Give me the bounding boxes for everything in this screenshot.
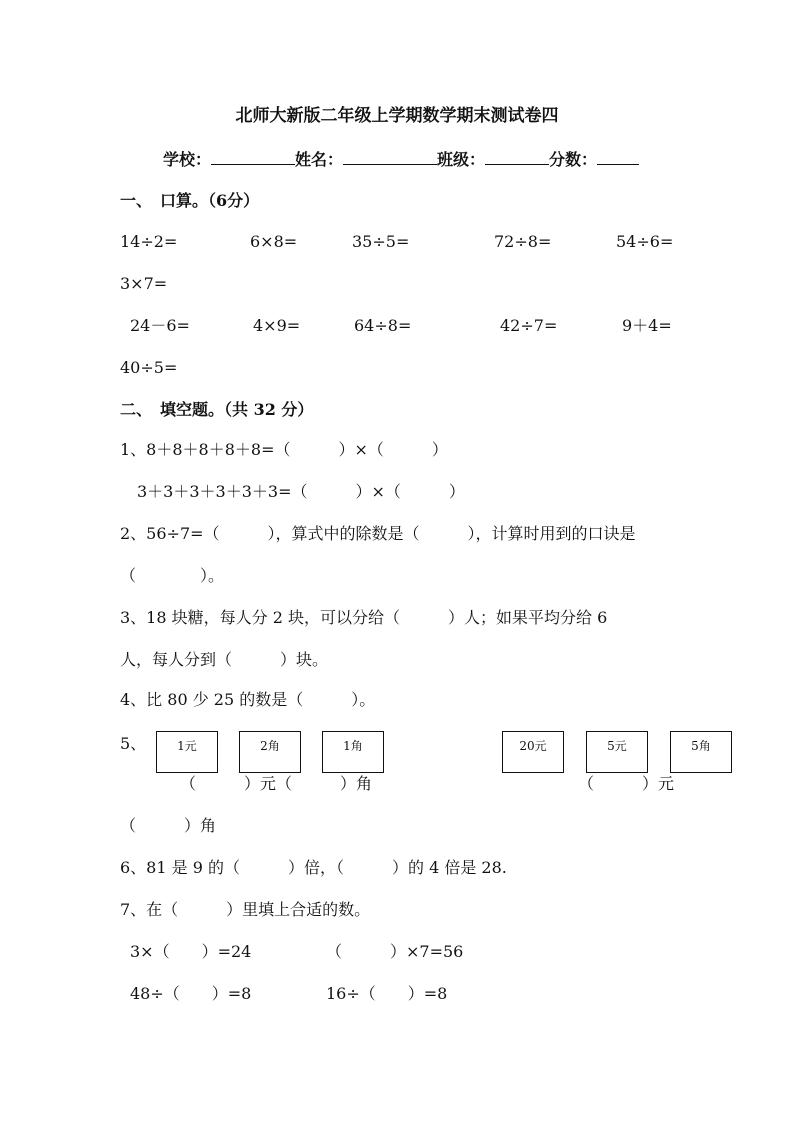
- school-label: 学校：: [163, 150, 212, 169]
- class-label: 班级：: [437, 150, 486, 169]
- calc-item: 24－6=: [130, 316, 190, 335]
- calc-item: 40÷5=: [120, 358, 178, 377]
- question-4: 4、比 80 少 25 的数是（ ）。: [120, 690, 376, 709]
- question-3-line2: 人，每人分到（ ）块。: [120, 650, 329, 669]
- money-box-5-jiao: [670, 731, 732, 773]
- money-box-1-yuan: [156, 731, 218, 773]
- question-7: 7、在（ ）里填上合适的数。: [120, 900, 371, 919]
- question-7-item: （ ）×7=56: [326, 942, 464, 961]
- question-7-item: 16÷（ ）=8: [326, 984, 448, 1003]
- score-label: 分数：: [549, 150, 598, 169]
- question-7-item: 48÷（ ）=8: [130, 984, 252, 1003]
- question-5-answer-right: （ ）元: [578, 774, 675, 793]
- class-blank: [485, 148, 549, 165]
- info-line: [163, 148, 639, 170]
- money-box-label: 2角: [260, 739, 280, 753]
- question-6: 6、81 是 9 的（ ）倍，（ ）的 4 倍是 28.: [120, 858, 507, 877]
- question-3-line1: 3、18 块糖，每人分 2 块，可以分给（ ）人；如果平均分给 6: [120, 608, 608, 627]
- score-blank: [597, 148, 639, 165]
- calc-item: 72÷8=: [494, 232, 552, 251]
- question-7-item: 3×（ ）=24: [130, 942, 252, 961]
- money-box-label: 1元: [177, 739, 197, 753]
- money-box-label: 5角: [691, 739, 711, 753]
- money-box-20-yuan: [502, 731, 564, 773]
- calc-item: 14÷2=: [120, 232, 178, 251]
- name-label: 姓名：: [295, 150, 344, 169]
- calc-item: 6×8=: [250, 232, 298, 251]
- calc-item: 4×9=: [253, 316, 301, 335]
- page-title: 北师大新版二年级上学期数学期末测试卷四: [235, 106, 559, 126]
- money-box-label: 1角: [343, 739, 363, 753]
- calc-item: 64÷8=: [354, 316, 412, 335]
- calc-item: 9＋4=: [622, 316, 672, 335]
- question-5-label: 5、: [120, 734, 147, 753]
- question-5-answer-wrap: （ ）角: [120, 816, 217, 835]
- question-1-line2: 3＋3＋3＋3＋3＋3=（ ）×（ ）: [137, 482, 465, 501]
- calc-item: 54÷6=: [616, 232, 674, 251]
- question-1-line1: 1、8＋8＋8＋8＋8=（ ）×（ ）: [120, 440, 448, 459]
- question-2-line1: 2、56÷7=（ ），算式中的除数是（ ），计算时用到的口诀是: [120, 524, 636, 543]
- money-box-2-jiao: [239, 731, 301, 773]
- question-2-line2: （ ）。: [120, 566, 225, 585]
- section1-heading: 一、 口算。（6分）: [120, 191, 260, 210]
- money-box-1-jiao: [322, 731, 384, 773]
- money-box-label: 20元: [519, 739, 547, 753]
- section2-heading: 二、 填空题。（共 32 分）: [120, 400, 314, 419]
- school-blank: [211, 148, 295, 165]
- calc-item: 35÷5=: [352, 232, 410, 251]
- money-box-label: 5元: [607, 739, 627, 753]
- calc-item: 3×7=: [120, 274, 168, 293]
- calc-item: 42÷7=: [500, 316, 558, 335]
- name-blank: [343, 148, 437, 165]
- money-box-5-yuan: [586, 731, 648, 773]
- question-5-answer-left: （ ）元（ ）角: [180, 774, 373, 793]
